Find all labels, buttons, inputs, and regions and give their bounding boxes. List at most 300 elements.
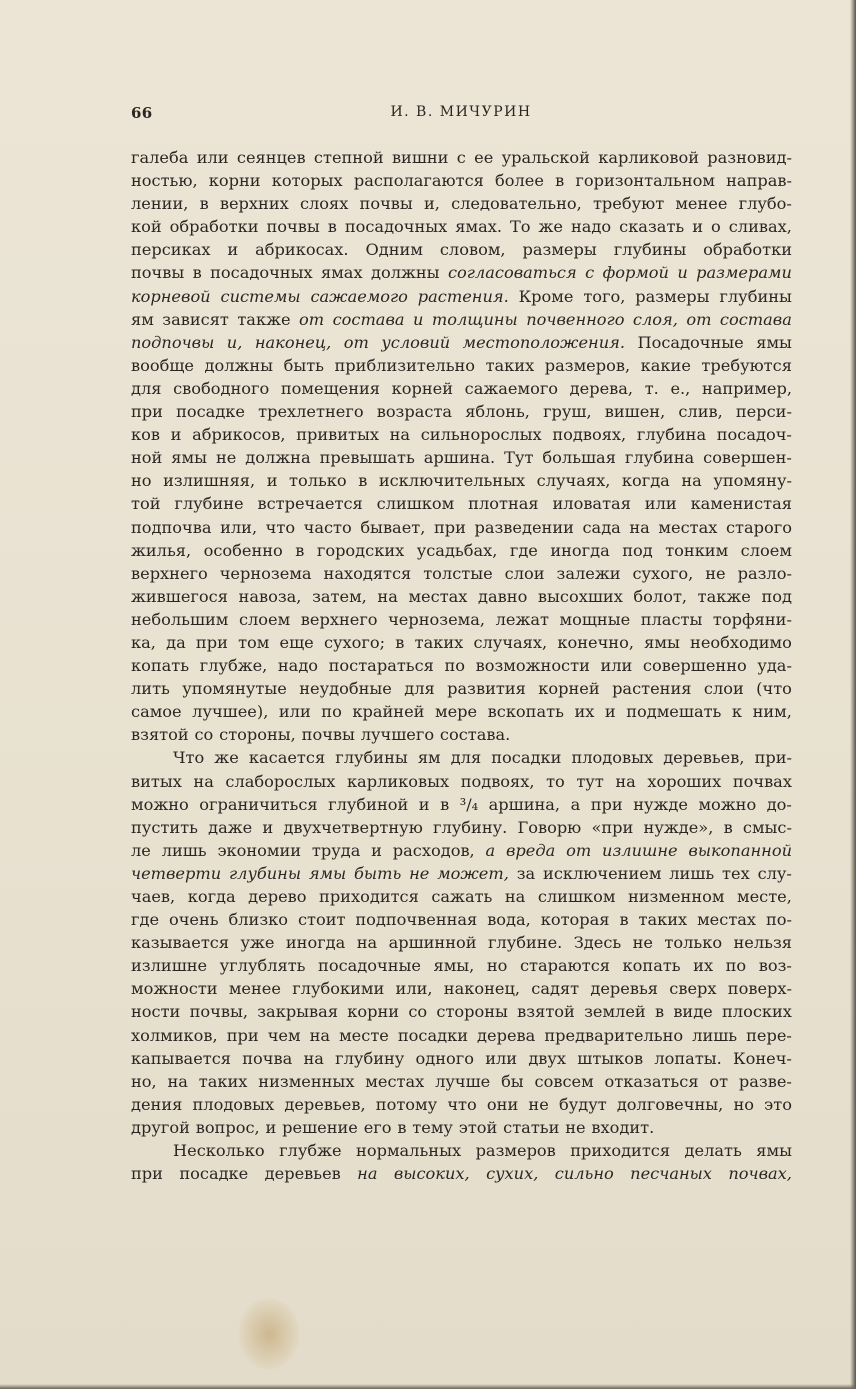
- word: ности: [131, 1002, 181, 1022]
- word: толщины: [431, 309, 518, 329]
- word: городских: [316, 540, 405, 560]
- word: излишняя,: [163, 471, 256, 491]
- word: ямах: [321, 263, 363, 283]
- word: Говорю: [517, 817, 582, 837]
- body-text: [131, 146, 792, 1185]
- word: состава: [332, 309, 405, 329]
- word: корней: [391, 378, 454, 398]
- word: разве-: [738, 1071, 792, 1091]
- word: излишне: [131, 956, 208, 976]
- word: также: [237, 309, 291, 329]
- word: надо: [277, 656, 319, 676]
- word: где: [131, 910, 160, 930]
- word: при: [226, 1025, 259, 1045]
- word: почвах: [732, 771, 792, 791]
- text-line: [131, 354, 792, 377]
- word: разновид-: [707, 148, 792, 167]
- word: при: [195, 632, 228, 652]
- word: садят: [531, 979, 580, 999]
- word: Одним: [365, 240, 423, 260]
- word: и: [265, 1117, 277, 1137]
- word: ямы,: [433, 956, 475, 976]
- word: подпочва: [131, 517, 212, 537]
- word: взятой: [131, 725, 189, 745]
- word: высоких,: [393, 1164, 470, 1184]
- text-line: [131, 169, 792, 192]
- word: и,: [423, 194, 440, 214]
- word: местах: [697, 910, 757, 930]
- word: в: [555, 171, 565, 191]
- text-line: [131, 862, 792, 885]
- word: или,: [395, 979, 433, 999]
- word: ямы: [756, 1141, 792, 1161]
- word: сухого;: [323, 632, 386, 652]
- word: превышать: [319, 448, 415, 468]
- word: тех: [722, 863, 750, 883]
- word: даже: [208, 817, 253, 837]
- word: долговечны,: [616, 1094, 724, 1114]
- word: совсем: [534, 1071, 594, 1091]
- word: ямы: [644, 632, 680, 652]
- text-line: [131, 423, 792, 446]
- word: словом,: [439, 240, 506, 260]
- word: часто: [303, 517, 352, 537]
- word: надо: [570, 217, 612, 237]
- word: для: [131, 378, 162, 398]
- word: корни: [208, 171, 261, 191]
- text-line: [131, 954, 792, 977]
- text-line: [131, 770, 792, 793]
- word: стараются: [519, 956, 610, 976]
- word: виде: [673, 1002, 713, 1022]
- word: к: [731, 702, 743, 722]
- word: на: [303, 1048, 324, 1068]
- word: разло-: [737, 563, 792, 583]
- word: при: [590, 794, 623, 814]
- word: пласты: [640, 609, 703, 629]
- word: корней: [538, 679, 600, 699]
- word: да: [166, 632, 186, 652]
- word: глубины: [613, 240, 687, 260]
- word: тонким: [665, 540, 729, 560]
- word: развития: [447, 679, 526, 699]
- word: или: [485, 1048, 518, 1068]
- word: же: [214, 748, 239, 768]
- word: может,: [437, 863, 509, 883]
- word: их: [693, 956, 714, 976]
- word: для: [404, 679, 435, 699]
- word: сильно: [554, 1164, 614, 1184]
- word: и: [262, 817, 274, 837]
- word: приходится: [319, 887, 419, 906]
- word: но: [733, 1094, 754, 1114]
- word: в: [327, 217, 337, 237]
- word: но: [131, 471, 152, 491]
- word: сажаемого: [310, 286, 408, 306]
- word: ямы: [308, 863, 347, 883]
- word: ков: [131, 425, 160, 445]
- word: только: [289, 471, 347, 491]
- word: с: [585, 263, 595, 283]
- word: ной: [131, 448, 163, 468]
- word: холмиков,: [131, 1025, 218, 1045]
- word: от: [709, 1071, 729, 1091]
- word: поверх-: [727, 979, 792, 999]
- word: под: [761, 586, 792, 606]
- word: или: [196, 148, 229, 167]
- word: в: [397, 1117, 407, 1137]
- word: низменных: [258, 1071, 355, 1091]
- word: верхнего: [131, 563, 208, 583]
- word: сверх: [669, 979, 717, 999]
- word: не: [528, 1094, 549, 1114]
- word: в: [440, 794, 450, 814]
- word: крайней: [352, 702, 425, 722]
- word: абрикосах.: [255, 240, 349, 260]
- word: Здесь: [573, 933, 622, 953]
- word: вода,: [487, 910, 531, 930]
- word: иловатая: [552, 494, 631, 514]
- word: лопаты.: [654, 1048, 722, 1068]
- word: размеры: [635, 286, 710, 306]
- word: глубо-: [738, 194, 792, 214]
- word: стороны: [436, 1002, 508, 1022]
- word: для: [450, 748, 482, 768]
- text-line: [131, 238, 792, 261]
- text-line: [131, 608, 792, 631]
- word: на: [629, 517, 650, 537]
- word: самое: [131, 702, 182, 722]
- word: стоит: [297, 910, 346, 930]
- word: слишком: [376, 494, 455, 514]
- word: лучше: [435, 1071, 491, 1091]
- word: местах: [408, 586, 468, 606]
- word: неудобные: [299, 679, 392, 699]
- word: посадке: [179, 1164, 249, 1184]
- word: подмешать: [626, 702, 722, 722]
- word: на: [357, 1164, 378, 1184]
- word: старого: [725, 517, 792, 537]
- word: более: [495, 171, 544, 191]
- word: конечно,: [557, 632, 634, 652]
- word: состава.: [439, 725, 511, 745]
- word: местах: [365, 1071, 425, 1091]
- text-line: [131, 631, 792, 654]
- word: зависят: [162, 309, 229, 329]
- word: о: [710, 217, 721, 237]
- word: лежат: [495, 609, 549, 629]
- word: почвы: [359, 194, 413, 214]
- text-line: [131, 377, 792, 400]
- word: менее: [228, 979, 281, 999]
- word: ним,: [752, 702, 792, 722]
- word: формой: [602, 263, 669, 283]
- word: слоем: [238, 609, 291, 629]
- word: небольшим: [131, 609, 229, 629]
- word: взятой: [517, 1002, 575, 1022]
- word: высохших: [537, 586, 623, 606]
- word: когда: [621, 471, 670, 491]
- word: или: [278, 702, 311, 722]
- word: в: [199, 194, 209, 214]
- word: какие: [640, 355, 691, 375]
- word: сухого,: [632, 563, 694, 583]
- word: в: [619, 910, 629, 930]
- word: дения: [131, 1094, 183, 1114]
- word: в: [192, 263, 202, 283]
- word: корневой: [131, 286, 211, 306]
- word: двух: [528, 1048, 567, 1068]
- word: размеры: [522, 240, 597, 260]
- word: таких: [638, 910, 688, 930]
- text-line: [131, 793, 792, 816]
- word: воз-: [758, 956, 792, 976]
- word: приблизительно: [334, 355, 476, 375]
- text-line: [131, 654, 792, 677]
- text-line: [131, 839, 792, 862]
- word: большая: [542, 448, 616, 468]
- word: усадьбах,: [416, 540, 498, 560]
- word: тему: [412, 1117, 453, 1137]
- word: карликовых: [346, 771, 450, 791]
- word: то: [546, 771, 565, 791]
- word: на: [193, 771, 214, 791]
- word: плотная: [468, 494, 539, 514]
- word: копать: [131, 656, 190, 676]
- word: е.,: [670, 378, 691, 398]
- word: местах: [658, 517, 718, 537]
- word: нужде: [633, 794, 688, 814]
- word: трехлетнего: [258, 402, 364, 422]
- word: размеров: [475, 1141, 556, 1161]
- word: свободного: [173, 378, 270, 398]
- word: близко: [228, 910, 289, 930]
- word: верхних: [219, 194, 289, 214]
- text-line: [131, 1024, 792, 1047]
- text-line: [131, 700, 792, 723]
- word: (что: [756, 679, 792, 699]
- word: наконец,: [254, 332, 332, 352]
- word: низменном: [627, 887, 725, 906]
- word: выкопанной: [688, 840, 792, 860]
- word: лучшее),: [192, 702, 269, 722]
- text-line: [131, 400, 792, 423]
- word: и,: [226, 332, 243, 352]
- word: не: [632, 933, 653, 953]
- word: мощные: [559, 609, 631, 629]
- word: требуются: [701, 355, 792, 375]
- word: с: [456, 148, 466, 167]
- word: двухчетвертную: [283, 817, 423, 837]
- word: они: [486, 1094, 519, 1114]
- text-line: [131, 908, 792, 931]
- word: штыков: [577, 1048, 644, 1068]
- word: располагаются: [353, 171, 484, 191]
- word: что: [265, 517, 296, 537]
- word: давно: [478, 586, 528, 606]
- word: сажать: [431, 887, 493, 906]
- word: глубине.: [487, 933, 563, 953]
- word: где: [509, 540, 538, 560]
- word: сухих,: [486, 1164, 539, 1184]
- word: ямы: [756, 332, 792, 352]
- word: под: [622, 540, 653, 560]
- word: на: [504, 887, 526, 906]
- word: можно: [131, 794, 189, 814]
- word: аршина.: [423, 448, 496, 468]
- word: при: [131, 402, 163, 422]
- word: при: [131, 1164, 163, 1184]
- text-line: [131, 192, 792, 215]
- word: дерево: [248, 887, 307, 906]
- word: степной: [313, 148, 384, 167]
- text-line: [131, 446, 792, 469]
- word: чернозема: [219, 563, 312, 583]
- word: хороших: [647, 771, 722, 791]
- word: То: [509, 217, 531, 237]
- word: также: [697, 586, 751, 606]
- word: чаев,: [131, 887, 176, 906]
- word: и: [266, 471, 278, 491]
- word: от: [566, 840, 592, 860]
- word: закрывая: [257, 1002, 339, 1022]
- word: обработки: [703, 240, 792, 260]
- text-line: [131, 215, 792, 238]
- word: слаборослых: [225, 771, 336, 791]
- word: особенно: [203, 540, 283, 560]
- word: почвенного: [526, 309, 625, 329]
- word: уже: [240, 933, 275, 953]
- word: за: [516, 863, 536, 883]
- word: в: [295, 540, 305, 560]
- word: лить: [131, 679, 170, 699]
- word: исключением: [543, 863, 662, 883]
- word: глубже,: [199, 656, 268, 676]
- word: том: [238, 632, 270, 652]
- word: чем: [267, 1025, 301, 1045]
- word: вишни: [391, 148, 449, 167]
- word: например,: [701, 378, 792, 398]
- word: местоположения.: [462, 332, 625, 352]
- word: слив,: [678, 402, 723, 422]
- text-line: [131, 816, 792, 839]
- word: по: [321, 702, 342, 722]
- word: растения.: [417, 286, 509, 306]
- word: направ-: [726, 171, 792, 191]
- word: вреда: [506, 840, 556, 860]
- word: галеба: [131, 148, 189, 167]
- word: на: [681, 471, 702, 491]
- word: отказаться: [604, 1071, 699, 1091]
- word: статьи: [503, 1117, 560, 1137]
- word: «при: [591, 817, 634, 837]
- word: в: [395, 632, 405, 652]
- word: входит.: [591, 1117, 655, 1137]
- word: ямах.: [455, 217, 502, 237]
- word: системы: [220, 286, 301, 306]
- word: же: [538, 217, 563, 237]
- word: быть: [283, 355, 324, 375]
- word: привитых: [296, 425, 379, 445]
- word: таких: [485, 355, 535, 375]
- text-line: [131, 977, 792, 1000]
- word: и: [227, 240, 239, 260]
- word: таких: [414, 632, 464, 652]
- word: аршинной: [388, 933, 477, 953]
- word: не: [409, 863, 430, 883]
- word: вообще: [131, 355, 194, 375]
- word: глубина: [624, 448, 695, 468]
- word: в: [358, 471, 368, 491]
- word: глубина: [636, 425, 707, 445]
- word: Посадочные: [637, 332, 744, 352]
- word: глубже: [279, 1141, 342, 1161]
- word: в: [654, 1002, 665, 1022]
- word: аршина,: [488, 794, 561, 814]
- word: жившегося: [131, 586, 228, 606]
- word: нормальных: [356, 1141, 462, 1161]
- word: наконец,: [443, 979, 521, 999]
- word: размеров,: [544, 355, 631, 375]
- word: сажаемого: [464, 378, 559, 398]
- word: углублять: [219, 956, 306, 976]
- word: деревьев: [264, 1164, 341, 1184]
- text-line: [131, 1139, 792, 1162]
- word: при: [433, 517, 466, 537]
- word: на: [167, 1071, 188, 1091]
- word: слои: [703, 679, 744, 699]
- word: деревьев,: [663, 748, 745, 768]
- word: обработки: [169, 217, 259, 237]
- word: решение: [282, 1117, 358, 1137]
- word: посадки: [397, 1025, 469, 1045]
- word: согласоваться: [447, 263, 577, 283]
- word: будут: [558, 1094, 607, 1114]
- text-line: [131, 539, 792, 562]
- word: подвоях,: [552, 425, 627, 445]
- word: кой: [131, 217, 162, 237]
- word: посадке: [176, 402, 245, 422]
- text-line: [131, 585, 792, 608]
- word: песчаных: [630, 1164, 712, 1184]
- word: торфяни-: [712, 609, 792, 629]
- word: ее: [474, 148, 494, 167]
- word: Тут: [504, 448, 534, 468]
- word: требуют: [592, 194, 665, 214]
- word: залежи: [556, 563, 621, 583]
- word: слои: [504, 563, 545, 583]
- word: другой: [131, 1117, 190, 1137]
- word: ³/₄: [459, 794, 479, 814]
- word: бывает,: [360, 517, 426, 537]
- text-line: [131, 146, 792, 169]
- word: той: [131, 494, 161, 514]
- word: глубину.: [433, 817, 508, 837]
- word: и: [677, 263, 688, 283]
- text-line: [131, 931, 792, 954]
- word: от: [686, 309, 712, 329]
- word: а: [570, 794, 581, 814]
- word: по: [725, 956, 747, 976]
- word: со: [194, 725, 214, 745]
- word: слоя,: [632, 309, 678, 329]
- word: того,: [583, 286, 626, 306]
- word: должны: [204, 355, 274, 375]
- word: почвы: [131, 263, 185, 283]
- word: почвы,: [189, 1002, 248, 1022]
- word: что: [447, 1094, 477, 1114]
- word: мере: [434, 702, 478, 722]
